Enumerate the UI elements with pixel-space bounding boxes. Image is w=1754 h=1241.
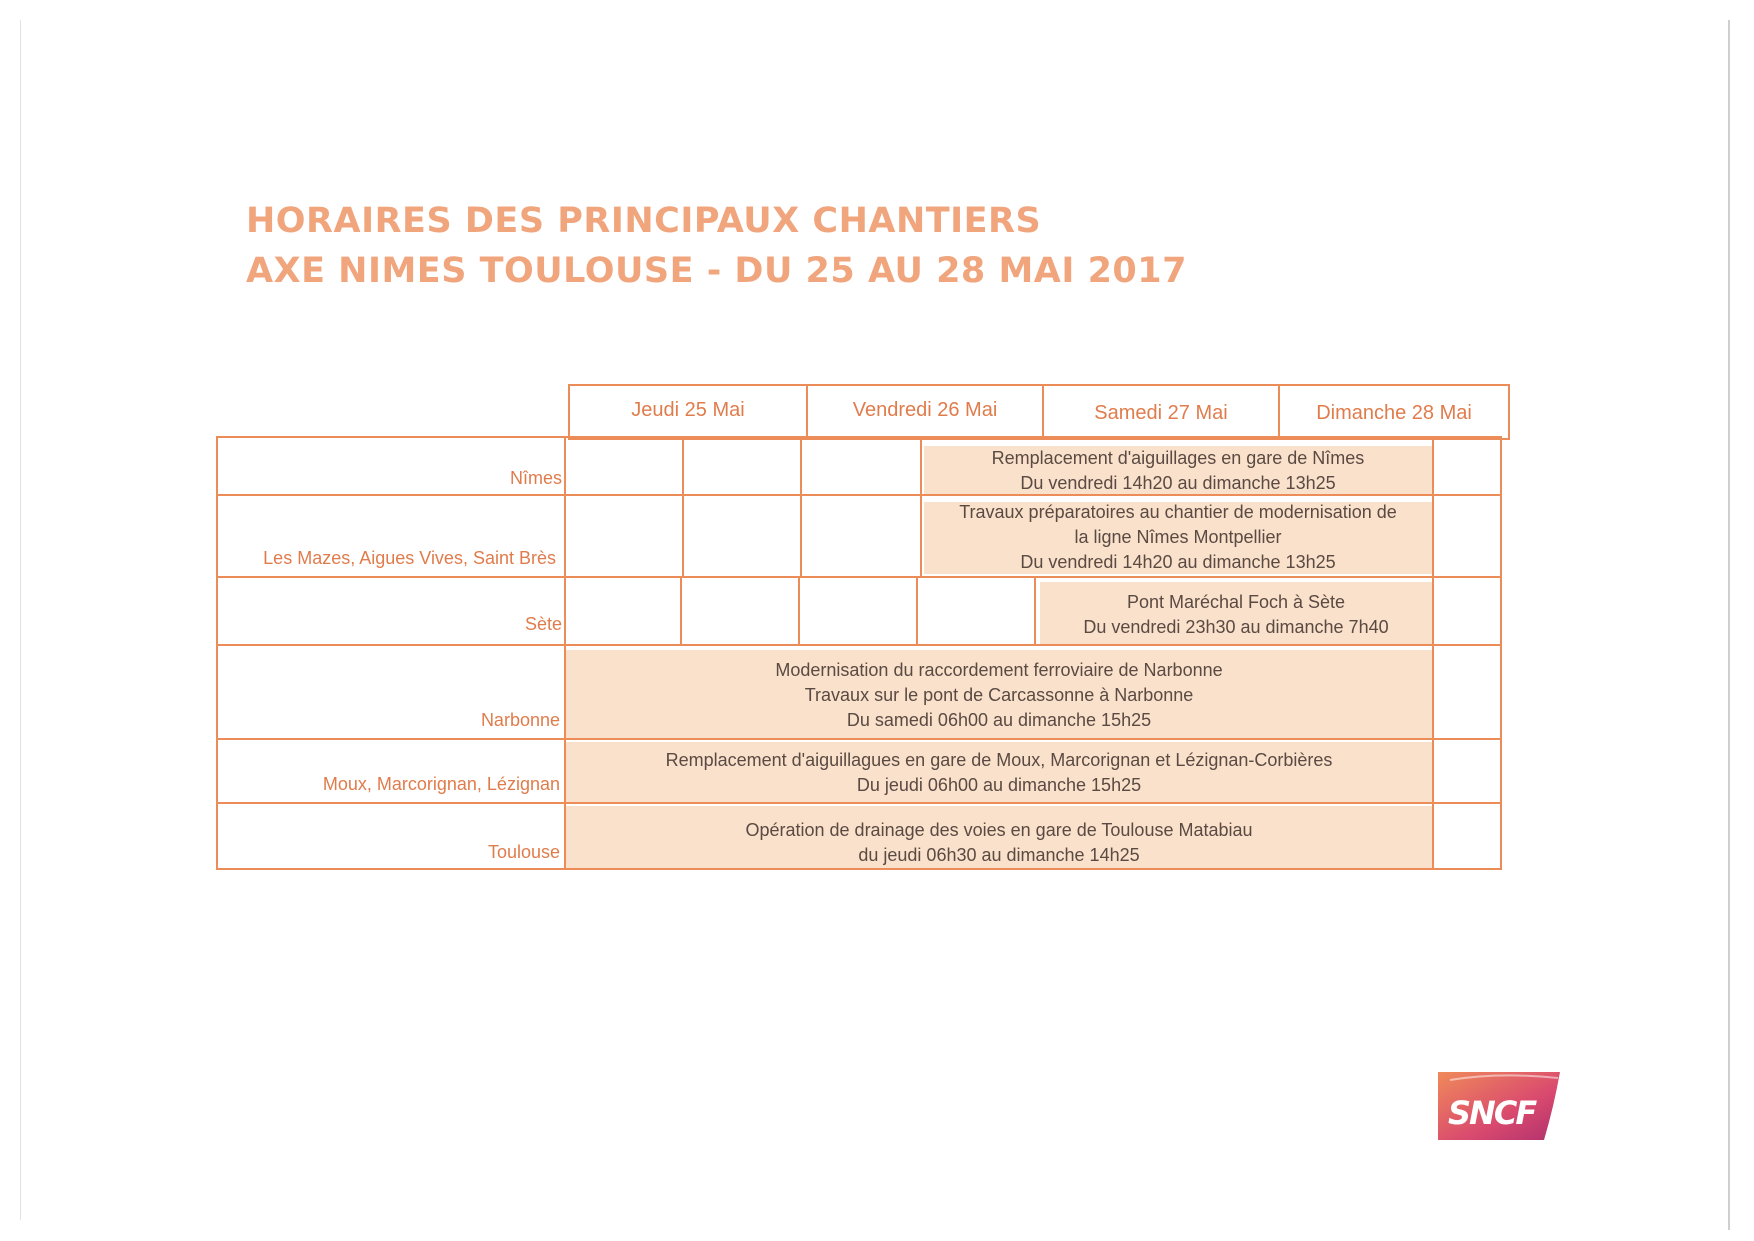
work-text-narbonne [566, 658, 1432, 733]
work-description-continued: la ligne Nîmes Montpellier [1074, 527, 1282, 547]
work-schedule: Du vendredi 14h20 au dimanche 13h25 [1020, 473, 1336, 493]
work-text-nimes [924, 446, 1432, 496]
half-day-divider [680, 578, 682, 644]
row-label-moux: Moux, Marcorignan, Lézignan [322, 774, 560, 794]
work-schedule: du jeudi 06h30 au dimanche 14h25 [858, 845, 1140, 865]
header-day-3: Samedi 27 Mai [1094, 402, 1228, 424]
row-label-narbonne: Narbonne [480, 710, 560, 730]
work-description: Remplacement d'aiguillagues en gare de Moux, Marcorignan et Lézignan-Corbières [665, 750, 1333, 770]
work-schedule: Du vendredi 14h20 au dimanche 13h25 [1020, 552, 1336, 572]
work-schedule: Du samedi 06h00 au dimanche 15h25 [846, 710, 1152, 730]
work-text-sete [1040, 590, 1432, 640]
sncf-logo [1436, 1070, 1566, 1140]
half-day-divider [682, 436, 684, 576]
row-separator [216, 576, 1502, 578]
header-day-1: Jeudi 25 Mai [631, 399, 745, 421]
scan-edge-right [1728, 20, 1730, 1230]
label-column-divider [564, 436, 566, 870]
half-day-divider [800, 436, 802, 576]
work-text-les-mazes [924, 500, 1432, 575]
row-label-sete: Sète [524, 614, 562, 634]
work-description: Opération de drainage des voies en gare de Toulouse Matabiau [745, 820, 1253, 840]
sncf-logo-text: SNCF [1448, 1094, 1536, 1132]
work-text-moux [566, 748, 1432, 798]
header-day-2: Vendredi 26 Mai [852, 399, 998, 421]
title-line-1: HORAIRES DES PRINCIPAUX CHANTIERS [246, 201, 1042, 241]
work-description: Remplacement d'aiguillages en gare de Nîmes [991, 448, 1365, 468]
work-schedule: Du jeudi 06h00 au dimanche 15h25 [856, 775, 1142, 795]
row-label-toulouse: Toulouse [487, 842, 560, 862]
work-description-continued: Travaux sur le pont de Carcassonne à Narbonne [804, 685, 1194, 705]
row-separator [216, 644, 1502, 646]
half-day-divider [920, 436, 922, 576]
scan-edge-left [20, 20, 21, 1220]
header-day-4: Dimanche 28 Mai [1316, 402, 1472, 424]
half-day-divider [798, 578, 800, 644]
work-description: Pont Maréchal Foch à Sète [1126, 592, 1346, 612]
work-schedule: Du vendredi 23h30 au dimanche 7h40 [1083, 617, 1389, 637]
title-line-2: AXE NIMES TOULOUSE - DU 25 AU 28 MAI 2017 [246, 251, 1187, 291]
work-description: Modernisation du raccordement ferroviaire de Narbonne [775, 660, 1223, 680]
page-title [246, 196, 1187, 296]
row-label-nimes: Nîmes [509, 468, 562, 488]
work-description: Travaux préparatoires au chantier de modernisation de [959, 502, 1397, 522]
row-separator [216, 802, 1502, 804]
work-text-toulouse [566, 818, 1432, 868]
column-divider [1432, 436, 1434, 870]
row-label-les-mazes: Les Mazes, Aigues Vives, Saint Brès [263, 548, 556, 568]
half-day-divider [1034, 578, 1036, 644]
half-day-divider [916, 578, 918, 644]
row-separator [216, 738, 1502, 740]
